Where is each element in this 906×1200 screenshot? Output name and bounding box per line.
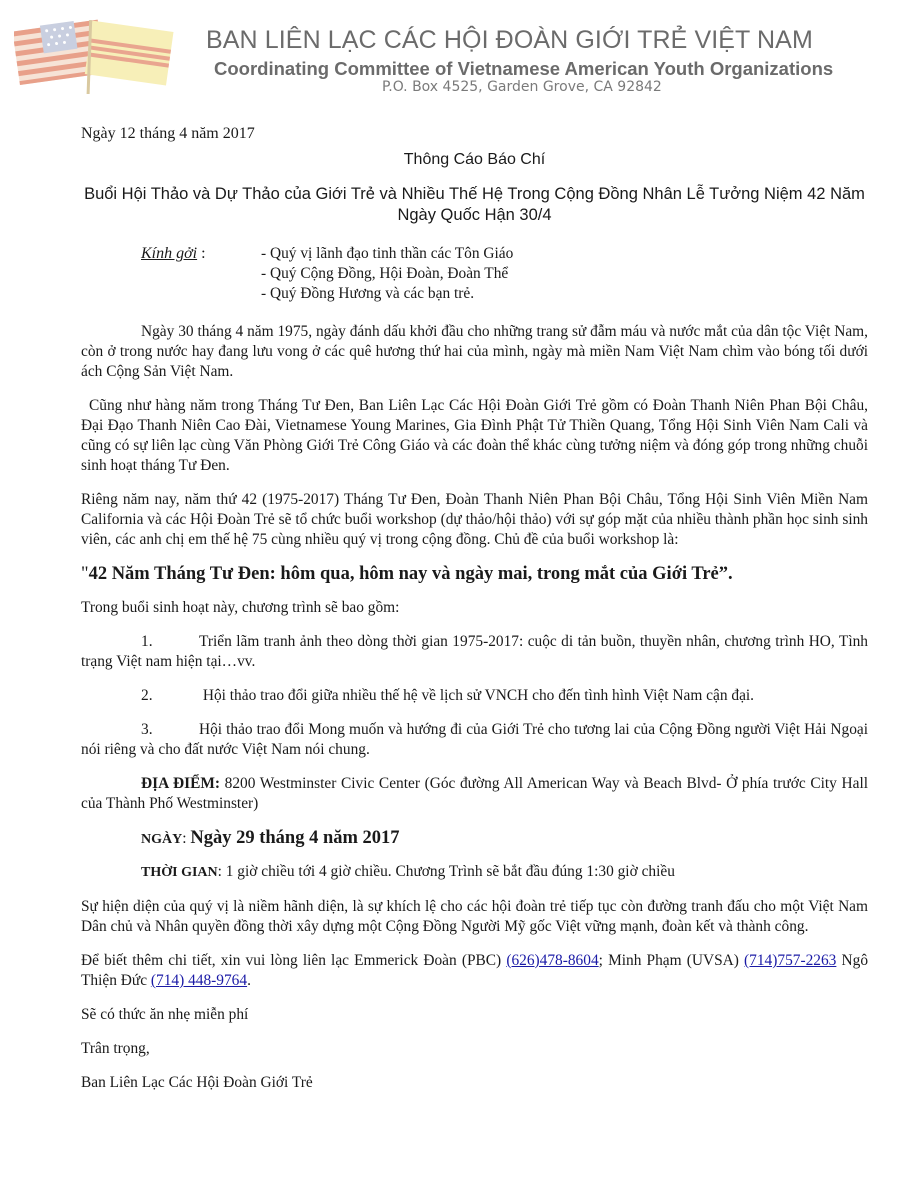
paragraph-organizations: Cũng như hàng năm trong Tháng Tư Đen, Ban Liên Lạc Các Hội Đoàn Giới Trẻ gồm có Đoàn Thanh Niên Phan Bội Châu, Đại Đạo Thanh Niên Cao Đài, Vietnamese Young Marines, Gia Đình Phật Tử Thiền Quang, Tổng Hội Sinh Viên Nam Cali và cũng có sự liên lạc cùng Văn Phòng Giới Trẻ Công Giáo và các đoàn thể khác cùng tưởng niệm và đóng góp trong những chuỗi sinh hoạt tháng Tư Đen. [81, 397, 868, 474]
paragraph-intro: Ngày 30 tháng 4 năm 1975, ngày đánh dấu khởi đầu cho những trang sử đẫm máu và nước mắt của dân tộc Việt Nam, còn ở trong nước hay đang lưu vong ở các quê hương thứ hai của mình, ngày mà miền Nam Việt Nam chìm vào bóng tối dưới ách Cộng Sản Việt Nam. [81, 323, 868, 380]
program-item-number: 1. [141, 633, 153, 650]
release-date: Ngày 12 tháng 4 năm 2017 [81, 125, 255, 142]
press-release-body [81, 124, 868, 1107]
regards: Trân trọng, [81, 1040, 150, 1057]
workshop-theme [81, 564, 868, 584]
paragraph-this-year: Riêng năm nay, năm thứ 42 (1975-2017) Tháng Tư Đen, Đoàn Thanh Niên Phan Bội Châu, Tổng Hội Sinh Viên Miền Nam California và các Hội Đoàn Trẻ sẽ tổ chức buổi workshop (dự thảo/hội thảo) với sự góp mặt của nhiều thành phần học sinh sinh viên, các anh chị em thế hệ 75 cùng nhiều quý vị trong cộng đồng. Chủ đề của buổi workshop là: [81, 491, 868, 548]
contact-mid-1: ; Minh Phạm (UVSA) [598, 952, 745, 969]
contact-prefix: Để biết thêm chi tiết, xin vui lòng liên lạc Emmerick Đoàn (PBC) [81, 952, 507, 969]
org-address: P.O. Box 4525, Garden Grove, CA 92842 [382, 79, 662, 95]
program-item-number: 3. [141, 721, 153, 738]
program-item [81, 686, 868, 706]
contact-paragraph [81, 951, 868, 991]
recipient-item: - Quý vị lãnh đạo tinh thần các Tôn Giáo [261, 245, 514, 262]
salutation-block [141, 244, 868, 304]
location-text: 8200 Westminster Civic Center (Góc đường All American Way và Beach Blvd- Ở phía trước City Hall của Thành Phố Westminster) [81, 775, 868, 812]
recipient-item: - Quý Đồng Hương và các bạn trẻ. [261, 285, 475, 302]
date-label: NGÀY [141, 832, 183, 847]
time-label: THỜI GIAN [141, 865, 218, 880]
location-label: ĐỊA ĐIỂM: [141, 775, 221, 792]
phone-link-duc[interactable]: (714) 448-9764 [150, 972, 248, 989]
event-time [81, 862, 868, 883]
salutation-label-wrap [141, 244, 261, 304]
program-item-text: Hội thảo trao đổi giữa nhiều thế hệ về lịch sử VNCH cho đến tình hình Việt Nam cận đại. [199, 687, 755, 704]
us-vn-flags-logo [14, 14, 174, 96]
signature: Ban Liên Lạc Các Hội Đoàn Giới Trẻ [81, 1074, 313, 1091]
program-item-number: 2. [141, 687, 153, 704]
food-note: Sẽ có thức ăn nhẹ miễn phí [81, 1006, 249, 1023]
time-text: : 1 giờ chiều tới 4 giờ chiều. Chương Trình sẽ bắt đầu đúng 1:30 giờ chiều [217, 863, 675, 880]
contact-mid-2: Ngô Thiện Đức [81, 952, 869, 989]
theme-text: 42 Năm Tháng Tư Đen: hôm qua, hôm nay và ngày mai, trong mắt của Giới Trẻ”. [88, 564, 733, 584]
date-colon: : [182, 830, 191, 847]
headline: Buổi Hội Thảo và Dự Thảo của Giới Trẻ và Nhiều Thế Hệ Trong Cộng Đồng Nhân Lễ Tưởng Niệm 42 Năm Ngày Quốc Hận 30/4 [84, 185, 865, 224]
program-item-text: Hội thảo trao đổi Mong muốn và hướng đi của Giới Trẻ cho tương lai của Cộng Đồng người Việt Hải Ngoại nói riêng và cho đất nước Việt Nam nói chung. [81, 721, 868, 758]
release-type-title: Thông Cáo Báo Chí [403, 151, 546, 168]
org-name-vietnamese: BAN LIÊN LẠC CÁC HỘI ĐOÀN GIỚI TRẺ VIỆT NAM [206, 26, 813, 54]
program-item [81, 632, 868, 672]
event-date [81, 828, 868, 850]
program-item-text: Triển lãm tranh ảnh theo dòng thời gian 1975-2017: cuộc di tản buồn, thuyền nhân, chương trình HO, Tình trạng Việt nam hiện tại…vv. [81, 633, 868, 670]
salutation-label: Kính gởi [141, 245, 198, 262]
paragraph-presence: Sự hiện diện của quý vị là niềm hãnh diện, là sự khích lệ cho các hội đoàn trẻ tiếp tục còn đường tranh đấu cho một Việt Nam Dân chủ và Nhân quyền đồng thời xây dựng một Cộng Đồng Người Mỹ gốc Việt vững mạnh, đoàn kết và thành công. [81, 898, 868, 935]
recipient-item: - Quý Cộng Đồng, Hội Đoàn, Đoàn Thể [261, 265, 509, 282]
contact-end: . [247, 972, 251, 989]
date-value: Ngày 29 tháng 4 năm 2017 [190, 828, 400, 848]
salutation-colon: : [201, 245, 206, 262]
org-name-english: Coordinating Committee of Vietnamese American Youth Organizations [214, 58, 834, 79]
event-location [81, 774, 868, 814]
recipient-list [261, 244, 513, 304]
program-item [81, 720, 868, 760]
phone-link-minh[interactable]: (714)757-2263 [744, 952, 837, 969]
phone-link-emmerick[interactable]: (626)478-8604 [506, 952, 599, 969]
theme-open-quote: " [81, 564, 89, 584]
program-intro: Trong buổi sinh hoạt này, chương trình sẽ bao gồm: [81, 599, 400, 616]
letterhead [0, 0, 906, 110]
